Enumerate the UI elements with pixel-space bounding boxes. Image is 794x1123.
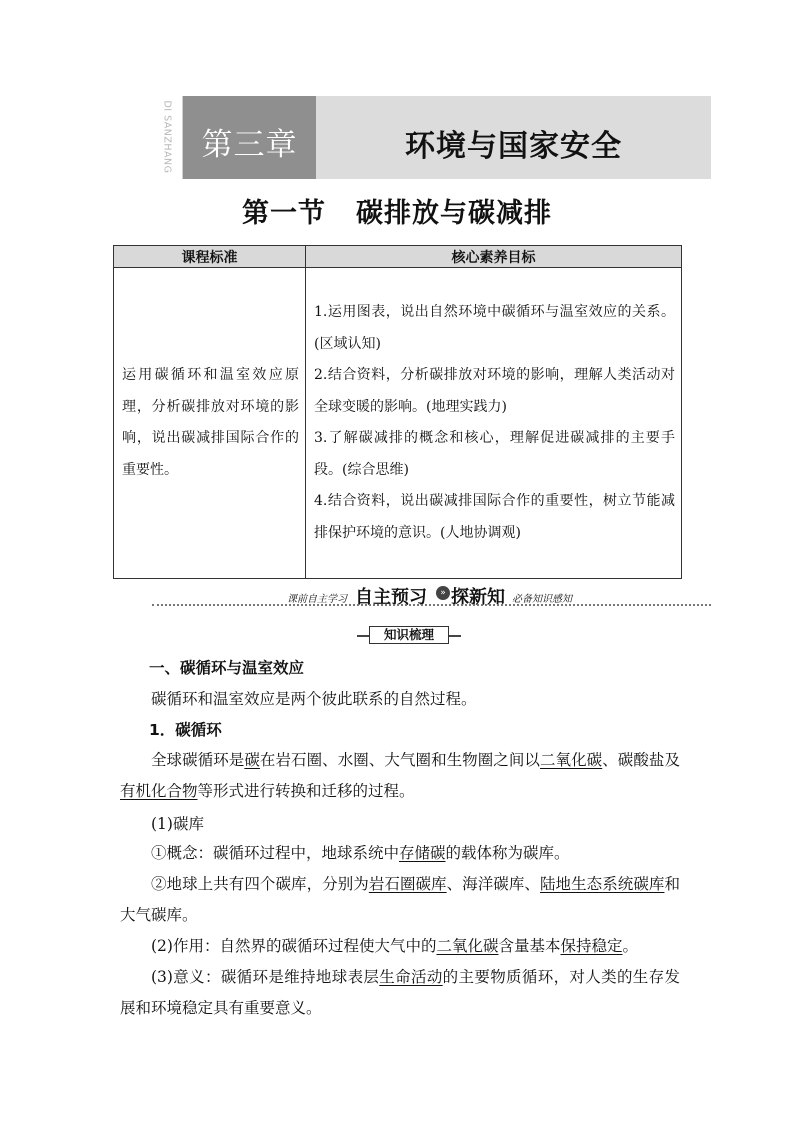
blank-answer: 岩石圈碳库 xyxy=(368,875,447,893)
double-chevron-icon: » xyxy=(436,586,450,600)
text-run: 的载体称为碳库。 xyxy=(445,844,570,862)
text-run: 在岩石圈、水圈、大气圈和生物圈之间以 xyxy=(259,751,540,769)
text-run: 和大气碳库。 xyxy=(120,875,680,924)
section-title xyxy=(0,191,794,230)
knowledge-badge xyxy=(357,626,461,644)
heading-carbon-cycle-greenhouse: 一、碳循环与温室效应 xyxy=(149,659,305,677)
text-run: (3)意义：碳循环是维持地球表层 xyxy=(151,968,380,986)
blank-answer: 二氧化碳 xyxy=(539,751,603,769)
paragraph-significance xyxy=(120,962,680,1024)
header-core-goals: 核心素养目标 xyxy=(306,246,682,268)
core-goals-cell xyxy=(306,268,682,579)
text-run: 含量基本 xyxy=(498,937,561,955)
paragraph-pool-concept xyxy=(120,838,680,869)
text-run: 等形式进行转换和迁移的过程。 xyxy=(197,782,415,800)
blank-answer: 碳 xyxy=(244,751,260,769)
badge-label: 知识梳理 xyxy=(369,626,449,644)
study-banner-main: 自主预习 xyxy=(355,587,427,608)
paragraph-function xyxy=(120,931,680,962)
paragraph-four-pools xyxy=(120,869,680,931)
goal-item: 2.结合资料，分析碳排放对环境的影响，理解人类活动对全球变暖的影响。(地理实践力) xyxy=(314,367,675,415)
text-run: ①概念：碳循环过程中，地球系统中 xyxy=(151,844,400,862)
goal-item: 1.运用图表，说出自然环境中碳循环与温室效应的关系。(区域认知) xyxy=(314,304,675,352)
header-course-standard: 课程标准 xyxy=(114,246,306,268)
table-header-row xyxy=(114,246,682,268)
text-run: ②地球上共有四个碳库，分别为 xyxy=(151,875,369,893)
subheading-carbon-pool: (1)碳库 xyxy=(151,815,204,833)
goal-item: 3.了解碳减排的概念和核心，理解促进碳减排的主要手段。(综合思维) xyxy=(314,430,675,478)
course-standard-cell: 运用碳循环和温室效应原理，分析碳排放对环境的影响，说出碳减排国际合作的重要性。 xyxy=(114,268,306,579)
vertical-label: DI SANZHANG xyxy=(161,100,173,174)
dotted-divider xyxy=(152,604,711,606)
study-banner xyxy=(152,582,711,608)
heading-carbon-cycle: 1．碳循环 xyxy=(149,721,222,739)
vertical-label-strip xyxy=(152,96,183,179)
paragraph-global-cycle xyxy=(120,745,680,807)
blank-answer: 有机化合物 xyxy=(120,782,198,800)
text-run: (2)作用：自然界的碳循环过程使大气中的 xyxy=(151,937,437,955)
text-run: 全球碳循环是 xyxy=(151,751,245,769)
text-run: 。 xyxy=(622,937,639,955)
table-row xyxy=(114,268,682,579)
blank-answer: 保持稳定 xyxy=(560,937,623,955)
text-run: 、碳酸盐及 xyxy=(602,751,680,769)
blank-answer: 二氧化碳 xyxy=(436,937,499,955)
standards-table xyxy=(113,245,682,579)
blank-answer: 陆地生态系统碳库 xyxy=(539,875,665,893)
chapter-label-box xyxy=(183,96,316,179)
chapter-banner xyxy=(152,96,711,179)
study-banner-left: 课前自主学习 xyxy=(287,594,347,605)
intro-paragraph: 碳循环和温室效应是两个彼此联系的自然过程。 xyxy=(151,690,477,708)
blank-answer: 生命活动 xyxy=(379,968,443,986)
chapter-title: 环境与国家安全 xyxy=(405,129,622,164)
goal-item: 4.结合资料，说出碳减排国际合作的重要性，树立节能减排保护环境的意识。(人地协调观) xyxy=(314,493,675,541)
text-run: 、海洋碳库、 xyxy=(446,875,540,893)
section-number: 第一节 xyxy=(242,198,326,229)
chapter-label: 第三章 xyxy=(201,127,298,163)
section-name: 碳排放与碳减排 xyxy=(356,198,552,229)
text-run: 的主要物质循环，对人类的生存发展和环境稳定具有重要意义。 xyxy=(120,968,680,1017)
blank-answer: 存储碳 xyxy=(399,844,446,862)
study-banner-main2: 探新知 xyxy=(451,587,505,608)
study-banner-right: 必备知识感知 xyxy=(512,594,572,605)
